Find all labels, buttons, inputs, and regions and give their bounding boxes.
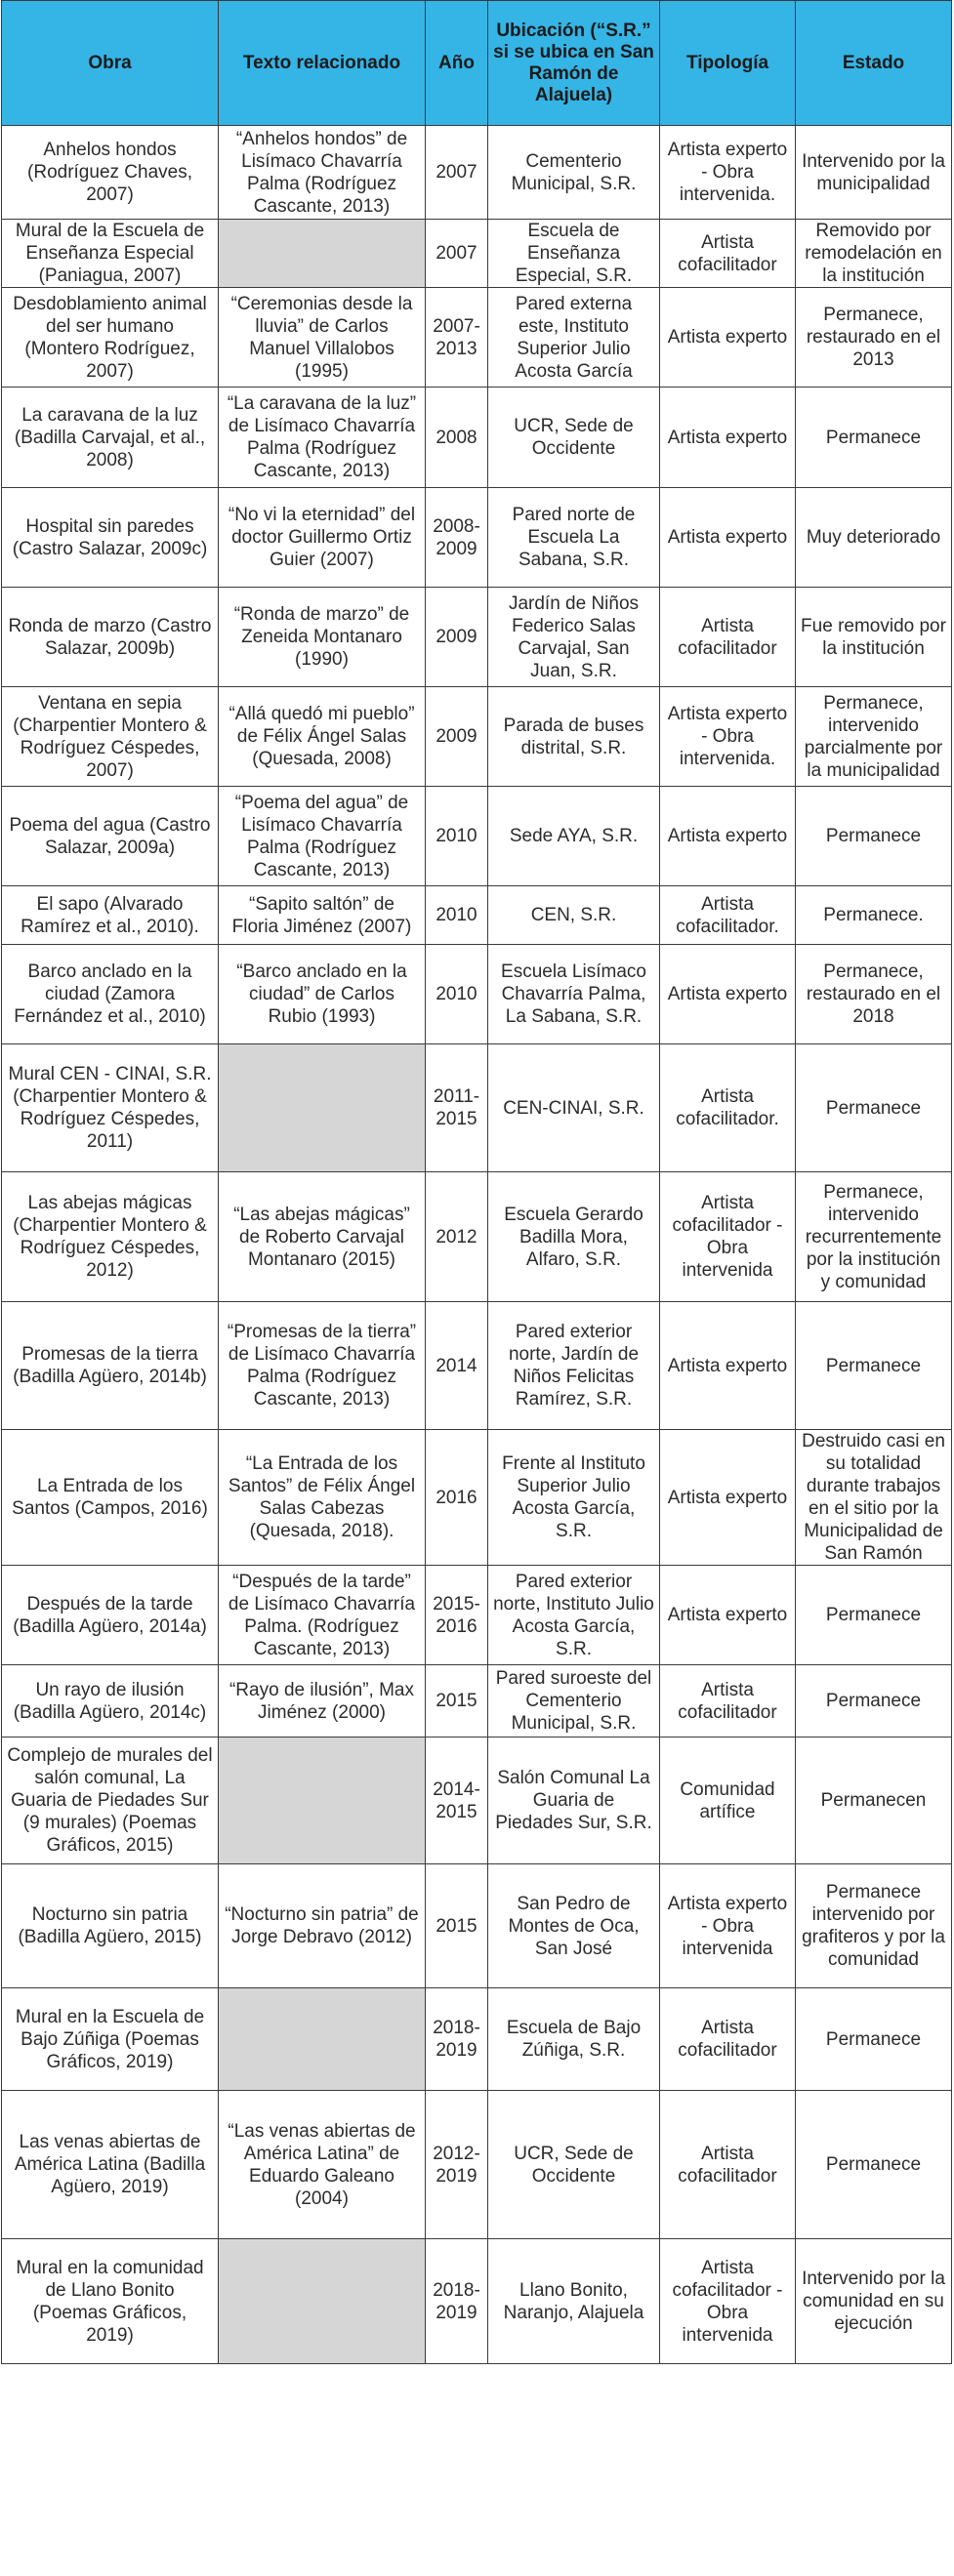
table-row	[2, 1430, 952, 1566]
cell-estado: Destruido casi en su totalidad durante trabajos en el sitio por la Municipalidad de San Ramón	[796, 1430, 952, 1566]
table-row	[2, 488, 952, 588]
cell-obra: Poema del agua (Castro Salazar, 2009a)	[2, 787, 219, 886]
cell-tipologia: Artista cofacilitador.	[660, 1044, 796, 1172]
murals-table	[1, 0, 952, 2364]
table-row	[2, 945, 952, 1044]
cell-estado: Permanece	[796, 2091, 952, 2239]
cell-tipologia: Artista cofacilitador	[660, 588, 796, 687]
cell-obra: Desdoblamiento animal del ser humano (Montero Rodríguez, 2007)	[2, 288, 219, 388]
cell-anio: 2018-2019	[426, 2239, 488, 2364]
cell-obra: El sapo (Alvarado Ramírez et al., 2010).	[2, 886, 219, 945]
cell-tipologia: Artista experto	[660, 1302, 796, 1430]
cell-ubicacion: Sede AYA, S.R.	[488, 787, 660, 886]
cell-anio: 2012-2019	[426, 2091, 488, 2239]
cell-tipologia: Artista experto - Obra intervenida.	[660, 126, 796, 220]
table-row	[2, 588, 952, 687]
cell-anio: 2015-2016	[426, 1566, 488, 1665]
cell-tipologia: Artista cofacilitador	[660, 1665, 796, 1738]
cell-estado: Permanece	[796, 1566, 952, 1665]
cell-anio: 2007	[426, 220, 488, 288]
cell-estado: Fue removido por la institución	[796, 588, 952, 687]
cell-estado: Permanece	[796, 1988, 952, 2091]
cell-tipologia: Artista cofacilitador - Obra intervenida	[660, 1172, 796, 1302]
cell-tipologia: Artista experto	[660, 787, 796, 886]
cell-tipologia: Artista experto	[660, 1566, 796, 1665]
cell-texto: “La caravana de la luz” de Lisímaco Chavarría Palma (Rodríguez Cascante, 2013)	[219, 388, 426, 488]
cell-texto: “Allá quedó mi pueblo” de Félix Ángel Salas (Quesada, 2008)	[219, 687, 426, 787]
cell-anio: 2007	[426, 126, 488, 220]
cell-obra: Mural en la Escuela de Bajo Zúñiga (Poemas Gráficos, 2019)	[2, 1988, 219, 2091]
cell-estado: Removido por remodelación en la institución	[796, 220, 952, 288]
cell-estado: Permanece	[796, 787, 952, 886]
cell-texto: “Las abejas mágicas” de Roberto Carvajal Montanaro (2015)	[219, 1172, 426, 1302]
cell-texto	[219, 1044, 426, 1172]
cell-anio: 2008-2009	[426, 488, 488, 588]
table-row	[2, 388, 952, 488]
cell-estado: Permanece	[796, 1044, 952, 1172]
cell-obra: Mural en la comunidad de Llano Bonito (Poemas Gráficos, 2019)	[2, 2239, 219, 2364]
table-row	[2, 2239, 952, 2364]
cell-anio: 2015	[426, 1864, 488, 1988]
cell-ubicacion: UCR, Sede de Occidente	[488, 2091, 660, 2239]
cell-tipologia: Artista experto - Obra intervenida	[660, 1864, 796, 1988]
cell-tipologia: Artista experto - Obra intervenida.	[660, 687, 796, 787]
table-row	[2, 2091, 952, 2239]
header-tipologia: Tipología	[660, 1, 796, 126]
table-row	[2, 886, 952, 945]
cell-texto: “Promesas de la tierra” de Lisímaco Chavarría Palma (Rodríguez Cascante, 2013)	[219, 1302, 426, 1430]
cell-texto: “Rayo de ilusión”, Max Jiménez (2000)	[219, 1665, 426, 1738]
cell-anio: 2010	[426, 787, 488, 886]
table-row	[2, 1738, 952, 1864]
cell-ubicacion: San Pedro de Montes de Oca, San José	[488, 1864, 660, 1988]
cell-anio: 2014	[426, 1302, 488, 1430]
cell-texto: “Barco anclado en la ciudad” de Carlos Rubio (1993)	[219, 945, 426, 1044]
cell-estado: Permanece.	[796, 886, 952, 945]
cell-estado: Permanece intervenido por grafiteros y por la comunidad	[796, 1864, 952, 1988]
cell-estado: Permanece, restaurado en el 2013	[796, 288, 952, 388]
cell-tipologia: Artista experto	[660, 945, 796, 1044]
header-texto: Texto relacionado	[219, 1, 426, 126]
cell-anio: 2008	[426, 388, 488, 488]
cell-ubicacion: Escuela Gerardo Badilla Mora, Alfaro, S.R.	[488, 1172, 660, 1302]
cell-obra: Nocturno sin patria (Badilla Agüero, 2015)	[2, 1864, 219, 1988]
cell-texto: “Ceremonias desde la lluvia” de Carlos Manuel Villalobos (1995)	[219, 288, 426, 388]
cell-anio: 2012	[426, 1172, 488, 1302]
cell-texto: “Las venas abiertas de América Latina” de Eduardo Galeano (2004)	[219, 2091, 426, 2239]
cell-estado: Permanece	[796, 388, 952, 488]
cell-estado: Intervenido por la municipalidad	[796, 126, 952, 220]
table-row	[2, 1864, 952, 1988]
cell-ubicacion: CEN, S.R.	[488, 886, 660, 945]
cell-obra: Ronda de marzo (Castro Salazar, 2009b)	[2, 588, 219, 687]
cell-tipologia: Artista cofacilitador	[660, 220, 796, 288]
cell-anio: 2007-2013	[426, 288, 488, 388]
cell-ubicacion: Escuela Lisímaco Chavarría Palma, La Sabana, S.R.	[488, 945, 660, 1044]
table-row	[2, 1566, 952, 1665]
cell-texto: “Después de la tarde” de Lisímaco Chavarría Palma. (Rodríguez Cascante, 2013)	[219, 1566, 426, 1665]
header-anio: Año	[426, 1, 488, 126]
cell-anio: 2015	[426, 1665, 488, 1738]
cell-ubicacion: Parada de buses distrital, S.R.	[488, 687, 660, 787]
cell-ubicacion: Jardín de Niños Federico Salas Carvajal, San Juan, S.R.	[488, 588, 660, 687]
cell-estado: Permanece, intervenido recurrentemente por la institución y comunidad	[796, 1172, 952, 1302]
cell-texto: “Nocturno sin patria” de Jorge Debravo (2012)	[219, 1864, 426, 1988]
header-estado: Estado	[796, 1, 952, 126]
cell-obra: Barco anclado en la ciudad (Zamora Fernández et al., 2010)	[2, 945, 219, 1044]
header-row	[2, 1, 952, 126]
cell-obra: Mural de la Escuela de Enseñanza Especial (Paniagua, 2007)	[2, 220, 219, 288]
cell-texto	[219, 220, 426, 288]
cell-obra: Las venas abiertas de América Latina (Badilla Agüero, 2019)	[2, 2091, 219, 2239]
cell-texto	[219, 2239, 426, 2364]
cell-ubicacion: Llano Bonito, Naranjo, Alajuela	[488, 2239, 660, 2364]
cell-obra: La Entrada de los Santos (Campos, 2016)	[2, 1430, 219, 1566]
table-row	[2, 1302, 952, 1430]
cell-texto: “Poema del agua” de Lisímaco Chavarría Palma (Rodríguez Cascante, 2013)	[219, 787, 426, 886]
cell-ubicacion: Salón Comunal La Guaria de Piedades Sur, S.R.	[488, 1738, 660, 1864]
cell-obra: Después de la tarde (Badilla Agüero, 2014a)	[2, 1566, 219, 1665]
cell-texto: “Sapito saltón” de Floria Jiménez (2007)	[219, 886, 426, 945]
cell-anio: 2009	[426, 588, 488, 687]
header-ubicacion: Ubicación (“S.R.” si se ubica en San Ramón de Alajuela)	[488, 1, 660, 126]
cell-estado: Permanece, intervenido parcialmente por la municipalidad	[796, 687, 952, 787]
cell-estado: Muy deteriorado	[796, 488, 952, 588]
cell-texto	[219, 1988, 426, 2091]
cell-ubicacion: Pared suroeste del Cementerio Municipal, S.R.	[488, 1665, 660, 1738]
cell-ubicacion: Escuela de Enseñanza Especial, S.R.	[488, 220, 660, 288]
cell-texto: “Anhelos hondos” de Lisímaco Chavarría Palma (Rodríguez Cascante, 2013)	[219, 126, 426, 220]
header-obra: Obra	[2, 1, 219, 126]
table-row	[2, 220, 952, 288]
table-row	[2, 687, 952, 787]
cell-tipologia: Comunidad artífice	[660, 1738, 796, 1864]
cell-ubicacion: UCR, Sede de Occidente	[488, 388, 660, 488]
cell-anio: 2010	[426, 886, 488, 945]
cell-estado: Intervenido por la comunidad en su ejecución	[796, 2239, 952, 2364]
table-row	[2, 126, 952, 220]
cell-obra: Promesas de la tierra (Badilla Agüero, 2014b)	[2, 1302, 219, 1430]
cell-anio: 2018-2019	[426, 1988, 488, 2091]
cell-tipologia: Artista cofacilitador	[660, 2091, 796, 2239]
cell-tipologia: Artista experto	[660, 388, 796, 488]
cell-tipologia: Artista experto	[660, 1430, 796, 1566]
cell-estado: Permanece, restaurado en el 2018	[796, 945, 952, 1044]
cell-ubicacion: Cementerio Municipal, S.R.	[488, 126, 660, 220]
cell-tipologia: Artista cofacilitador	[660, 1988, 796, 2091]
table-row	[2, 1044, 952, 1172]
cell-anio: 2010	[426, 945, 488, 1044]
cell-anio: 2009	[426, 687, 488, 787]
cell-obra: Mural CEN - CINAI, S.R. (Charpentier Montero & Rodríguez Céspedes, 2011)	[2, 1044, 219, 1172]
table-row	[2, 1665, 952, 1738]
table-row	[2, 1988, 952, 2091]
cell-ubicacion: Pared norte de Escuela La Sabana, S.R.	[488, 488, 660, 588]
cell-texto: “La Entrada de los Santos” de Félix Ángel Salas Cabezas (Quesada, 2018).	[219, 1430, 426, 1566]
cell-tipologia: Artista experto	[660, 288, 796, 388]
cell-estado: Permanece	[796, 1302, 952, 1430]
cell-estado: Permanecen	[796, 1738, 952, 1864]
cell-obra: Complejo de murales del salón comunal, La Guaria de Piedades Sur (9 murales) (Poemas Gráficos, 2015)	[2, 1738, 219, 1864]
cell-anio: 2014-2015	[426, 1738, 488, 1864]
cell-anio: 2016	[426, 1430, 488, 1566]
cell-obra: Un rayo de ilusión (Badilla Agüero, 2014c)	[2, 1665, 219, 1738]
table-row	[2, 1172, 952, 1302]
cell-ubicacion: CEN-CINAI, S.R.	[488, 1044, 660, 1172]
cell-texto: “Ronda de marzo” de Zeneida Montanaro (1990)	[219, 588, 426, 687]
cell-tipologia: Artista cofacilitador - Obra intervenida	[660, 2239, 796, 2364]
cell-texto	[219, 1738, 426, 1864]
cell-ubicacion: Pared exterior norte, Instituto Julio Acosta García, S.R.	[488, 1566, 660, 1665]
table-row	[2, 787, 952, 886]
cell-obra: Hospital sin paredes (Castro Salazar, 2009c)	[2, 488, 219, 588]
cell-ubicacion: Pared exterior norte, Jardín de Niños Felicitas Ramírez, S.R.	[488, 1302, 660, 1430]
cell-obra: Anhelos hondos (Rodríguez Chaves, 2007)	[2, 126, 219, 220]
cell-anio: 2011-2015	[426, 1044, 488, 1172]
cell-obra: Ventana en sepia (Charpentier Montero & Rodríguez Céspedes, 2007)	[2, 687, 219, 787]
cell-ubicacion: Escuela de Bajo Zúñiga, S.R.	[488, 1988, 660, 2091]
table-row	[2, 288, 952, 388]
cell-tipologia: Artista experto	[660, 488, 796, 588]
cell-ubicacion: Pared externa este, Instituto Superior Julio Acosta García	[488, 288, 660, 388]
cell-obra: La caravana de la luz (Badilla Carvajal, et al., 2008)	[2, 388, 219, 488]
cell-obra: Las abejas mágicas (Charpentier Montero & Rodríguez Céspedes, 2012)	[2, 1172, 219, 1302]
cell-estado: Permanece	[796, 1665, 952, 1738]
cell-ubicacion: Frente al Instituto Superior Julio Acosta García, S.R.	[488, 1430, 660, 1566]
cell-tipologia: Artista cofacilitador.	[660, 886, 796, 945]
cell-texto: “No vi la eternidad” del doctor Guillermo Ortiz Guier (2007)	[219, 488, 426, 588]
